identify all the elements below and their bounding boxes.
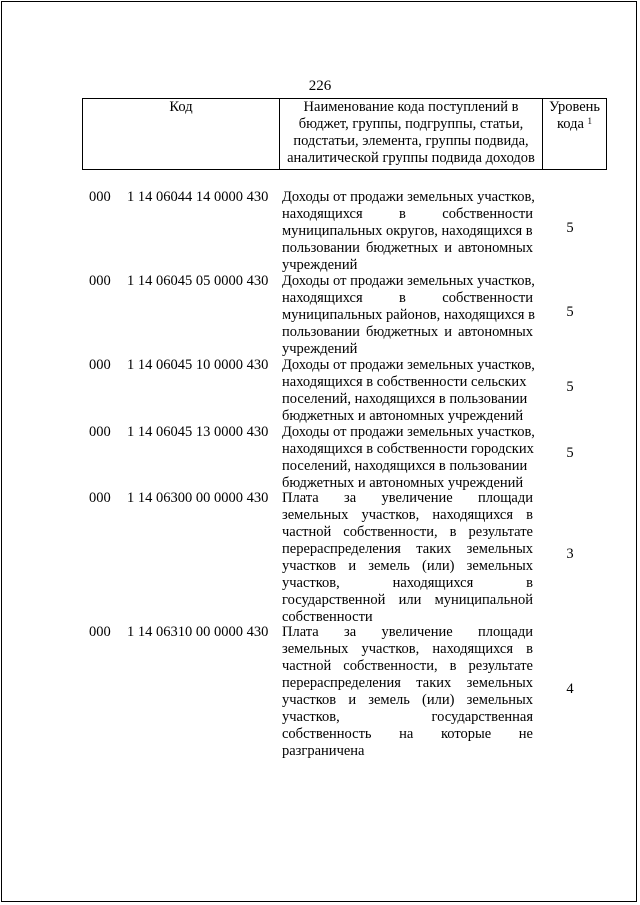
row-name-line: собственность на которые не (282, 726, 533, 742)
row-name (282, 273, 533, 358)
row-name-line: Доходы от продажи земельных участков, (282, 189, 535, 205)
row-code: 1 14 06045 05 0000 430 (127, 273, 269, 289)
header-name-line: подстатьи, элемента, группы подвида, (293, 133, 529, 149)
header-name-line: Наименование кода поступлений в (303, 99, 519, 115)
row-name-line: Доходы от продажи земельных участков, (282, 273, 535, 289)
row-name-line: Доходы от продажи земельных участков, (282, 424, 535, 440)
row-prefix: 000 (89, 273, 111, 289)
row-level: 4 (566, 681, 574, 697)
row-name-line: бюджетных и автономных учреждений (282, 475, 524, 491)
row-name-line: муниципальных районов, находящихся в (282, 307, 535, 323)
row-name-line: муниципальных округов, находящихся в (282, 223, 533, 239)
row-level: 5 (566, 379, 574, 395)
header-level-text: кода (556, 116, 584, 132)
row-name-line: участков и земель (или) земельных (282, 558, 533, 574)
header-code-cell (83, 99, 280, 170)
row-name-line: участков, государственная (282, 709, 533, 725)
row-level: 3 (566, 546, 574, 562)
row-name-line: Плата за увеличение площади (282, 624, 533, 640)
row-name-line: частной собственности, в результате (282, 524, 533, 540)
row-prefix: 000 (89, 424, 111, 440)
row-name-line: государственной или муниципальной (282, 592, 533, 608)
row-name-line: собственности (282, 609, 373, 625)
row-code: 1 14 06045 10 0000 430 (127, 357, 269, 373)
row-name-line: Доходы от продажи земельных участков, (282, 357, 535, 373)
row-name (282, 624, 533, 760)
table-header (82, 98, 607, 170)
row-name-line: земельных участков, находящихся в (282, 507, 533, 523)
row-name-line: Плата за увеличение площади (282, 490, 533, 506)
header-level-cell (543, 99, 607, 170)
row-name-line: участков, находящихся в (282, 575, 533, 591)
row-name-line: находящихся в собственности сельских (282, 374, 527, 390)
row-prefix: 000 (89, 357, 111, 373)
header-code-label: Код (169, 99, 193, 115)
row-level: 5 (566, 304, 574, 320)
row-level: 5 (566, 445, 574, 461)
row-code: 1 14 06044 14 0000 430 (127, 189, 269, 205)
row-name-line: находящихся в собственности (282, 290, 533, 306)
row-name (282, 189, 533, 274)
row-name-line: земельных участков, находящихся в (282, 641, 533, 657)
row-name-line: учреждений (282, 341, 358, 357)
header-name-line: аналитической группы подвида доходов (287, 150, 535, 166)
row-name-line: частной собственности, в результате (282, 658, 533, 674)
row-name-line: поселений, находящихся в пользовании (282, 391, 528, 407)
row-code: 1 14 06310 00 0000 430 (127, 624, 269, 640)
row-name-line: перераспределения таких земельных (282, 675, 533, 691)
row-prefix: 000 (89, 189, 111, 205)
row-prefix: 000 (89, 624, 111, 640)
row-name (282, 490, 533, 626)
row-code: 1 14 06045 13 0000 430 (127, 424, 269, 440)
row-level: 5 (566, 220, 574, 236)
header-name-line: бюджет, группы, подгруппы, статьи, (298, 116, 524, 132)
header-level-line (543, 116, 606, 133)
row-name-line: находящихся в собственности (282, 206, 533, 222)
row-name-line: пользовании бюджетных и автономных (282, 324, 533, 340)
row-prefix: 000 (89, 490, 111, 506)
row-name-line: перераспределения таких земельных (282, 541, 533, 557)
row-code: 1 14 06300 00 0000 430 (127, 490, 269, 506)
row-name-line: пользовании бюджетных и автономных (282, 240, 533, 256)
row-name-line: бюджетных и автономных учреждений (282, 408, 524, 424)
row-name (282, 357, 533, 425)
footnote-marker: 1 (587, 116, 593, 126)
row-name (282, 424, 533, 492)
row-name-line: находящихся в собственности городских (282, 441, 534, 457)
page-number: 226 (308, 78, 332, 94)
row-name-line: разграничена (282, 743, 365, 759)
row-name-line: участков и земель (или) земельных (282, 692, 533, 708)
row-name-line: поселений, находящихся в пользовании (282, 458, 528, 474)
header-name-cell (280, 99, 543, 170)
header-level-line: Уровень (548, 99, 601, 115)
row-name-line: учреждений (282, 257, 358, 273)
